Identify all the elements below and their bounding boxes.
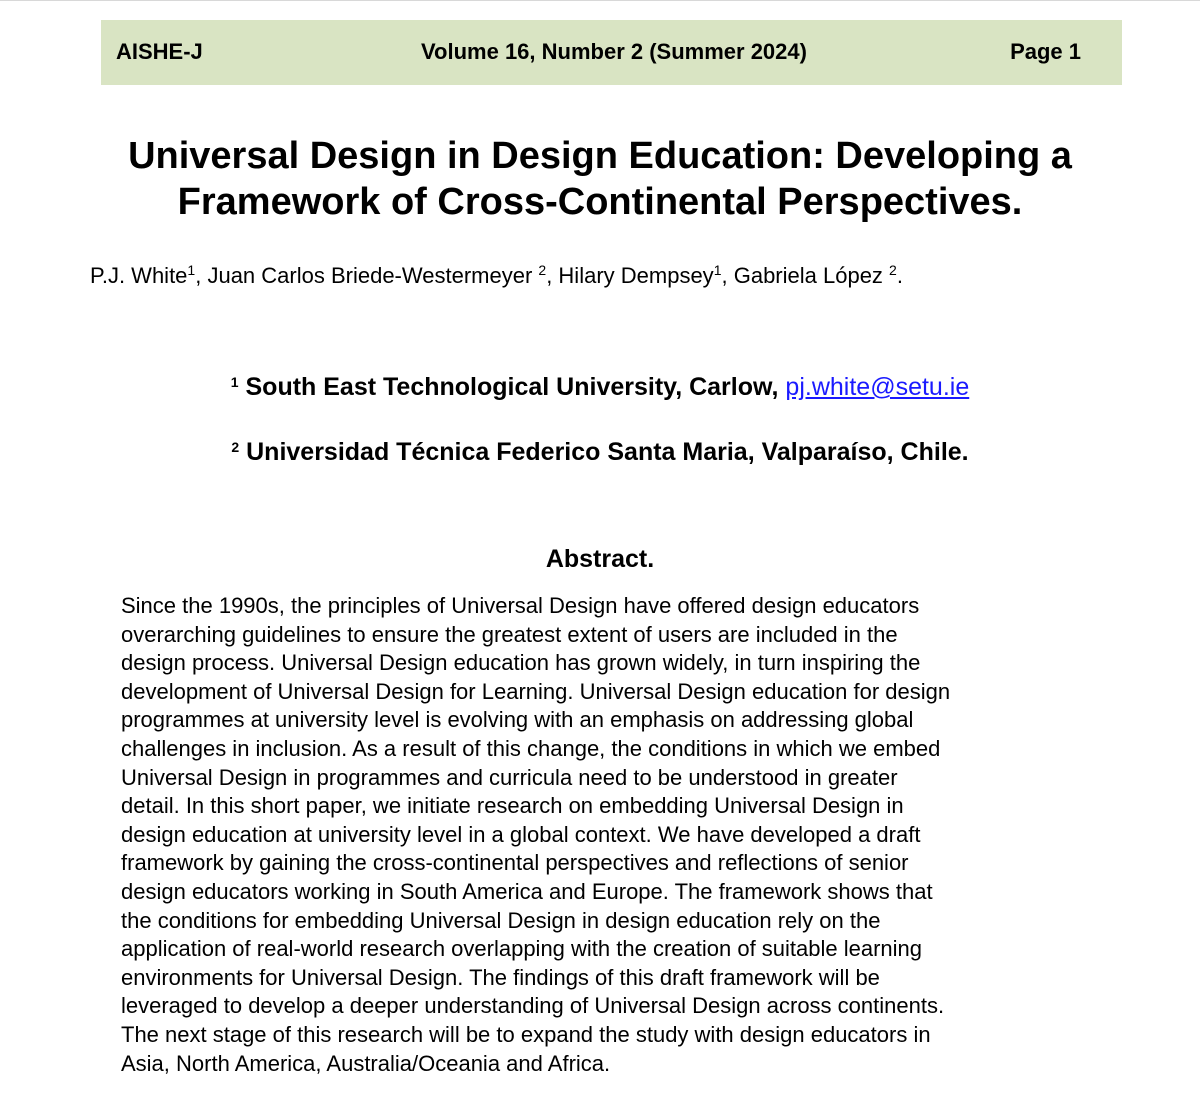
email-link[interactable]: pj.white@setu.ie: [785, 373, 970, 401]
affiliation-marker: 1: [230, 374, 239, 390]
affiliation-marker: 2: [231, 439, 240, 455]
abstract-line: Universal Design in programmes and curricula need to be understood in greater: [121, 764, 898, 790]
abstract-heading: Abstract.: [545, 545, 655, 573]
abstract-line: application of real-world research overlapping with the creation of suitable learning: [121, 936, 923, 962]
abstract-line: overarching guidelines to ensure the greatest extent of users are included in the: [121, 621, 898, 647]
affiliation-text: Universidad Técnica Federico Santa Maria, Valparaíso, Chile.: [239, 438, 969, 466]
affiliation-text: South East Technological University, Carlow,: [238, 373, 786, 401]
abstract-line: The next stage of this research will be to expand the study with design educators in: [121, 1021, 931, 1047]
journal-name: AISHE-J: [116, 39, 203, 64]
top-rule: [0, 0, 1200, 1]
author-name: Gabriela López: [733, 263, 890, 288]
abstract-line: the conditions for embedding Universal Design in design education rely on the: [121, 907, 881, 933]
author-affiliation-marker: 1: [713, 262, 722, 278]
author-separator: .: [896, 263, 903, 288]
affiliation-1: [0, 371, 1200, 403]
author-separator: ,: [721, 263, 734, 288]
abstract-line: framework by gaining the cross-continental perspectives and reflections of senior: [121, 850, 909, 876]
abstract-line: environments for Universal Design. The findings of this draft framework will be: [121, 964, 880, 990]
author-separator: ,: [546, 263, 559, 288]
author-name: Hilary Dempsey: [558, 263, 714, 288]
page-number: Page 1: [1010, 39, 1081, 64]
abstract-line: design educators working in South America and Europe. The framework shows that: [121, 878, 933, 904]
abstract-line: design process. Universal Design education has grown widely, in turn inspiring the: [121, 650, 921, 676]
author-name: Juan Carlos Briede-Westermeyer: [207, 263, 539, 288]
abstract-line: development of Universal Design for Learning. Universal Design education for design: [121, 678, 951, 704]
abstract-line: challenges in inclusion. As a result of this change, the conditions in which we embed: [121, 735, 941, 761]
volume-issue: Volume 16, Number 2 (Summer 2024): [421, 39, 807, 64]
abstract-line: Since the 1990s, the principles of Universal Design have offered design educators: [121, 593, 920, 618]
abstract-line: programmes at university level is evolving with an emphasis on addressing global: [121, 707, 914, 733]
abstract-line: Asia, North America, Australia/Oceania and Africa.: [121, 1050, 611, 1076]
author-affiliation-marker: 2: [538, 262, 547, 278]
abstract-line: detail. In this short paper, we initiate research on embedding Universal Design in: [121, 793, 904, 819]
author-name: P.J. White: [90, 263, 188, 288]
abstract-line: leveraged to develop a deeper understanding of Universal Design across continents.: [121, 993, 945, 1019]
author-affiliation-marker: 2: [889, 262, 897, 278]
author-separator: ,: [195, 263, 208, 288]
affiliation-2: [0, 436, 1200, 468]
abstract-line: design education at university level in a global context. We have developed a draft: [121, 821, 921, 847]
paper-title-line-2: Framework of Cross-Continental Perspectives.: [177, 181, 1023, 223]
paper-title-line-1: Universal Design in Design Education: Developing a: [128, 135, 1072, 177]
running-header: [101, 20, 1122, 85]
author-affiliation-marker: 1: [187, 262, 196, 278]
abstract-body: [121, 592, 1081, 1078]
author-list: [90, 261, 903, 291]
paper-title: [60, 133, 1140, 225]
